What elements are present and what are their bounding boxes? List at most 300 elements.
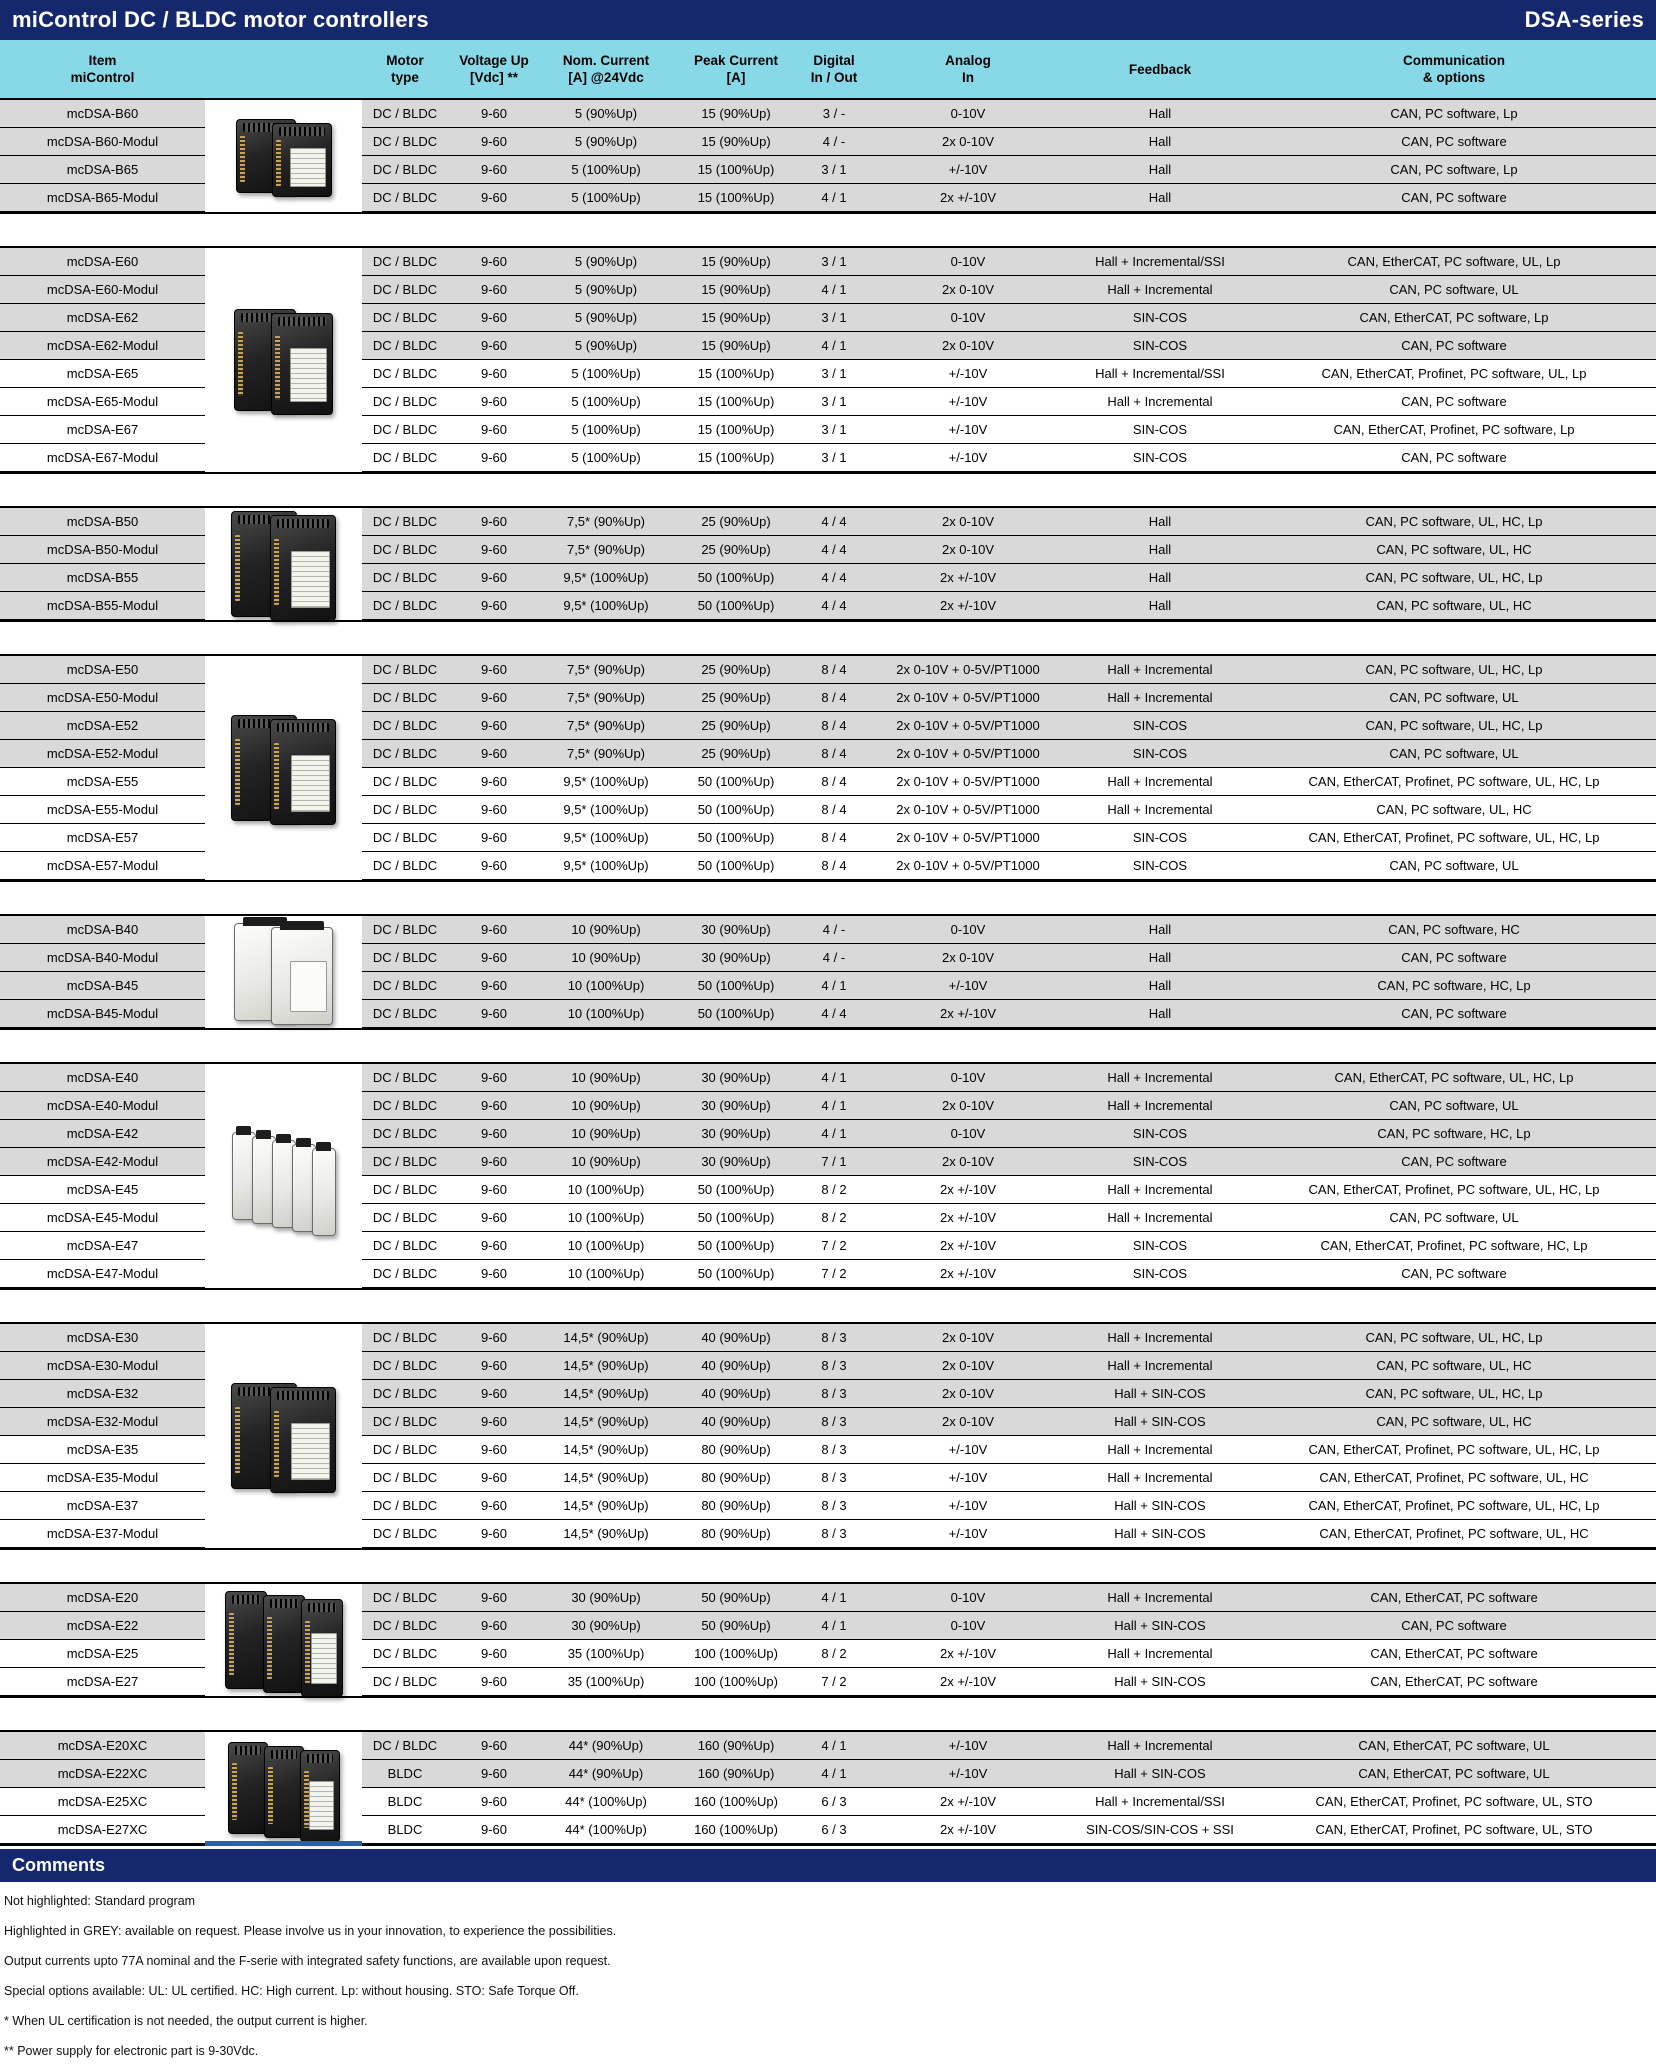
cell-communication: CAN, EtherCAT, PC software, UL, Lp [1252,248,1656,276]
cell-motor-type: DC / BLDC [362,1000,448,1028]
cell-digital-io: 6 / 3 [800,1788,868,1816]
cell-digital-io: 3 / 1 [800,388,868,416]
cell-image [205,304,362,332]
cell-voltage: 9-60 [448,1732,540,1760]
table-row [0,156,1656,184]
cell-analog-in: +/-10V [868,156,1068,184]
cell-image [205,508,362,536]
table-row [0,712,1656,740]
table-row [0,416,1656,444]
cell-motor-type: DC / BLDC [362,416,448,444]
cell-analog-in: 2x +/-10V [868,1788,1068,1816]
cell-digital-io: 8 / 2 [800,1176,868,1204]
cell-item: mcDSA-E65-Modul [0,388,205,416]
cell-analog-in: 2x 0-10V + 0-5V/PT1000 [868,712,1068,740]
cell-image [205,824,362,852]
table-row [0,740,1656,768]
cell-feedback: Hall + Incremental [1068,1352,1252,1380]
cell-motor-type: DC / BLDC [362,684,448,712]
cell-image [205,100,362,128]
cell-peak-current: 15 (100%Up) [672,388,800,416]
cell-nom-current: 7,5* (90%Up) [540,684,672,712]
cell-analog-in: 0-10V [868,1064,1068,1092]
cell-image [205,1464,362,1492]
cell-communication: CAN, EtherCAT, Profinet, PC software, UL, HC [1252,1464,1656,1492]
cell-item: mcDSA-B55-Modul [0,592,205,620]
cell-communication: CAN, EtherCAT, Profinet, PC software, UL, STO [1252,1816,1656,1844]
cell-image [205,684,362,712]
cell-nom-current: 44* (90%Up) [540,1760,672,1788]
cell-motor-type: DC / BLDC [362,852,448,880]
cell-image [205,852,362,880]
cell-nom-current: 5 (90%Up) [540,128,672,156]
cell-analog-in: 2x 0-10V + 0-5V/PT1000 [868,740,1068,768]
cell-feedback: Hall [1068,536,1252,564]
cell-motor-type: DC / BLDC [362,508,448,536]
table-row [0,1816,1656,1844]
cell-digital-io: 4 / 1 [800,972,868,1000]
cell-peak-current: 50 (100%Up) [672,1204,800,1232]
table-row [0,1204,1656,1232]
cell-item: mcDSA-E35-Modul [0,1464,205,1492]
cell-digital-io: 8 / 3 [800,1464,868,1492]
cell-item: mcDSA-E55-Modul [0,796,205,824]
cell-image [205,1520,362,1548]
cell-peak-current: 30 (90%Up) [672,916,800,944]
table-row [0,1640,1656,1668]
cell-peak-current: 25 (90%Up) [672,712,800,740]
cell-analog-in: 0-10V [868,1120,1068,1148]
table-row [0,1120,1656,1148]
cell-motor-type: DC / BLDC [362,156,448,184]
cell-digital-io: 4 / 1 [800,1760,868,1788]
cell-analog-in: 2x 0-10V [868,944,1068,972]
cell-analog-in: 2x +/-10V [868,1640,1068,1668]
cell-feedback: Hall + Incremental [1068,796,1252,824]
table-row [0,304,1656,332]
cell-digital-io: 4 / 4 [800,564,868,592]
cell-image [205,276,362,304]
column-header-voltage-up: Voltage Up [Vdc] ** [459,53,529,85]
cell-feedback: Hall + Incremental [1068,276,1252,304]
cell-feedback: Hall + Incremental [1068,768,1252,796]
cell-analog-in: 2x 0-10V + 0-5V/PT1000 [868,796,1068,824]
cell-communication: CAN, PC software, UL [1252,740,1656,768]
cell-motor-type: DC / BLDC [362,304,448,332]
cell-motor-type: DC / BLDC [362,332,448,360]
cell-nom-current: 10 (90%Up) [540,1148,672,1176]
comments-section [0,1886,1656,2066]
cell-feedback: Hall + Incremental [1068,1324,1252,1352]
cell-analog-in: 2x 0-10V [868,508,1068,536]
cell-item: mcDSA-E25XC [0,1788,205,1816]
cell-item: mcDSA-B65 [0,156,205,184]
cell-communication: CAN, EtherCAT, Profinet, PC software, UL, HC, Lp [1252,1436,1656,1464]
cell-feedback: Hall + SIN-COS [1068,1760,1252,1788]
cell-communication: CAN, EtherCAT, Profinet, PC software, Lp [1252,416,1656,444]
cell-item: mcDSA-E20XC [0,1732,205,1760]
cell-digital-io: 7 / 2 [800,1232,868,1260]
cell-nom-current: 5 (90%Up) [540,100,672,128]
cell-item: mcDSA-E52-Modul [0,740,205,768]
cell-image [205,536,362,564]
product-group [0,654,1656,882]
cell-voltage: 9-60 [448,184,540,212]
table-row [0,100,1656,128]
cell-item: mcDSA-E52 [0,712,205,740]
table-row [0,1352,1656,1380]
cell-nom-current: 5 (100%Up) [540,156,672,184]
cell-analog-in: 2x 0-10V + 0-5V/PT1000 [868,768,1068,796]
cell-peak-current: 80 (90%Up) [672,1436,800,1464]
product-group [0,1062,1656,1290]
cell-voltage: 9-60 [448,100,540,128]
cell-voltage: 9-60 [448,1324,540,1352]
cell-voltage: 9-60 [448,852,540,880]
cell-peak-current: 30 (90%Up) [672,1092,800,1120]
cell-item: mcDSA-E30 [0,1324,205,1352]
cell-peak-current: 50 (100%Up) [672,768,800,796]
cell-feedback: SIN-COS/SIN-COS + SSI [1068,1816,1252,1844]
cell-digital-io: 4 / 1 [800,1732,868,1760]
cell-image [205,712,362,740]
cell-voltage: 9-60 [448,684,540,712]
cell-image [205,184,362,212]
cell-image [205,1000,362,1028]
product-group [0,246,1656,474]
cell-voltage: 9-60 [448,1816,540,1844]
cell-voltage: 9-60 [448,1436,540,1464]
cell-motor-type: DC / BLDC [362,248,448,276]
table-row [0,1668,1656,1696]
table-row [0,388,1656,416]
cell-feedback: Hall + SIN-COS [1068,1612,1252,1640]
cell-nom-current: 14,5* (90%Up) [540,1492,672,1520]
cell-analog-in: 2x 0-10V + 0-5V/PT1000 [868,824,1068,852]
cell-voltage: 9-60 [448,1464,540,1492]
cell-feedback: Hall + SIN-COS [1068,1668,1252,1696]
cell-digital-io: 8 / 4 [800,796,868,824]
cell-feedback: Hall [1068,916,1252,944]
cell-peak-current: 50 (100%Up) [672,972,800,1000]
cell-communication: CAN, EtherCAT, Profinet, PC software, UL, HC, Lp [1252,824,1656,852]
cell-peak-current: 80 (90%Up) [672,1492,800,1520]
cell-digital-io: 4 / - [800,128,868,156]
cell-communication: CAN, PC software, UL [1252,276,1656,304]
cell-item: mcDSA-E67 [0,416,205,444]
cell-motor-type: DC / BLDC [362,1176,448,1204]
cell-nom-current: 9,5* (100%Up) [540,824,672,852]
cell-voltage: 9-60 [448,592,540,620]
cell-feedback: SIN-COS [1068,852,1252,880]
table-row [0,1260,1656,1288]
cell-motor-type: DC / BLDC [362,1324,448,1352]
cell-analog-in: 2x +/-10V [868,1204,1068,1232]
cell-digital-io: 4 / 1 [800,1092,868,1120]
cell-motor-type: DC / BLDC [362,1492,448,1520]
product-group [0,98,1656,214]
cell-communication: CAN, EtherCAT, Profinet, PC software, UL, STO [1252,1788,1656,1816]
cell-image [205,1324,362,1352]
table-row [0,1584,1656,1612]
cell-item: mcDSA-B55 [0,564,205,592]
cell-item: mcDSA-E60-Modul [0,276,205,304]
column-header-digital: Digital In / Out [810,53,858,85]
cell-nom-current: 10 (100%Up) [540,1176,672,1204]
cell-nom-current: 10 (90%Up) [540,944,672,972]
cell-communication: CAN, PC software, UL, HC [1252,1352,1656,1380]
cell-image [205,1612,362,1640]
cell-feedback: Hall + Incremental [1068,1436,1252,1464]
cell-voltage: 9-60 [448,536,540,564]
cell-feedback: Hall + Incremental [1068,1464,1252,1492]
table-row [0,1408,1656,1436]
cell-voltage: 9-60 [448,156,540,184]
cell-digital-io: 3 / 1 [800,416,868,444]
cell-image [205,564,362,592]
cell-communication: CAN, EtherCAT, PC software, Lp [1252,304,1656,332]
cell-digital-io: 8 / 3 [800,1520,868,1548]
cell-item: mcDSA-E37 [0,1492,205,1520]
cell-motor-type: DC / BLDC [362,1120,448,1148]
cell-item: mcDSA-B45-Modul [0,1000,205,1028]
cell-item: mcDSA-E27 [0,1668,205,1696]
cell-analog-in: 2x +/-10V [868,184,1068,212]
table-row [0,972,1656,1000]
cell-feedback: Hall + Incremental [1068,1176,1252,1204]
comment-line: ** Power supply for electronic part is 9-30Vdc. [4,2044,259,2058]
table-row [0,1000,1656,1028]
cell-nom-current: 10 (90%Up) [540,1120,672,1148]
cell-feedback: Hall [1068,592,1252,620]
cell-voltage: 9-60 [448,276,540,304]
cell-communication: CAN, EtherCAT, PC software, UL, HC, Lp [1252,1064,1656,1092]
cell-peak-current: 15 (90%Up) [672,332,800,360]
cell-nom-current: 10 (100%Up) [540,1260,672,1288]
cell-digital-io: 4 / 4 [800,1000,868,1028]
cell-peak-current: 40 (90%Up) [672,1324,800,1352]
cell-peak-current: 25 (90%Up) [672,740,800,768]
table-row [0,1324,1656,1352]
cell-digital-io: 8 / 3 [800,1436,868,1464]
cell-communication: CAN, EtherCAT, Profinet, PC software, HC, Lp [1252,1232,1656,1260]
cell-digital-io: 4 / 1 [800,1612,868,1640]
cell-nom-current: 10 (90%Up) [540,1064,672,1092]
cell-communication: CAN, PC software, UL, HC [1252,536,1656,564]
cell-item: mcDSA-E32 [0,1380,205,1408]
column-header-motor: Motor type [386,53,424,85]
comment-line: Not highlighted: Standard program [4,1894,196,1908]
cell-peak-current: 100 (100%Up) [672,1640,800,1668]
cell-nom-current: 44* (90%Up) [540,1732,672,1760]
cell-communication: CAN, PC software, UL, HC, Lp [1252,564,1656,592]
cell-communication: CAN, EtherCAT, PC software [1252,1668,1656,1696]
table-row [0,248,1656,276]
cell-motor-type: DC / BLDC [362,768,448,796]
cell-digital-io: 8 / 3 [800,1408,868,1436]
cell-image [205,248,362,276]
cell-communication: CAN, PC software, UL, HC, Lp [1252,712,1656,740]
cell-communication: CAN, EtherCAT, Profinet, PC software, UL, HC, Lp [1252,1492,1656,1520]
cell-nom-current: 5 (90%Up) [540,248,672,276]
cell-feedback: Hall [1068,184,1252,212]
cell-item: mcDSA-E57 [0,824,205,852]
table-row [0,1492,1656,1520]
cell-motor-type: BLDC [362,1816,448,1844]
cell-communication: CAN, PC software, UL, HC, Lp [1252,1380,1656,1408]
table-row [0,1232,1656,1260]
cell-communication: CAN, PC software, UL [1252,684,1656,712]
cell-peak-current: 50 (90%Up) [672,1584,800,1612]
cell-item: mcDSA-B60-Modul [0,128,205,156]
cell-image [205,444,362,472]
cell-motor-type: DC / BLDC [362,1436,448,1464]
cell-nom-current: 14,5* (90%Up) [540,1380,672,1408]
cell-analog-in: 0-10V [868,1612,1068,1640]
cell-item: mcDSA-E32-Modul [0,1408,205,1436]
table-row [0,1612,1656,1640]
cell-motor-type: BLDC [362,1760,448,1788]
cell-voltage: 9-60 [448,740,540,768]
comment-line: Highlighted in GREY: available on request. Please involve us in your innovation, to experience the possibilities. [4,1924,617,1938]
cell-motor-type: DC / BLDC [362,1520,448,1548]
cell-nom-current: 7,5* (90%Up) [540,656,672,684]
table-row [0,564,1656,592]
cell-feedback: SIN-COS [1068,444,1252,472]
cell-analog-in: 2x 0-10V + 0-5V/PT1000 [868,684,1068,712]
cell-communication: CAN, PC software, UL, HC, Lp [1252,1324,1656,1352]
cell-nom-current: 5 (90%Up) [540,304,672,332]
cell-analog-in: 2x 0-10V [868,128,1068,156]
cell-motor-type: DC / BLDC [362,184,448,212]
cell-peak-current: 25 (90%Up) [672,508,800,536]
cell-motor-type: DC / BLDC [362,100,448,128]
cell-item: mcDSA-E22 [0,1612,205,1640]
cell-image [205,1732,362,1760]
cell-item: mcDSA-E50-Modul [0,684,205,712]
cell-analog-in: 2x 0-10V [868,276,1068,304]
cell-digital-io: 4 / 4 [800,592,868,620]
cell-peak-current: 80 (90%Up) [672,1464,800,1492]
product-table [0,98,1656,1846]
column-header-item: Item miControl [70,53,135,85]
cell-communication: CAN, PC software [1252,1000,1656,1028]
cell-motor-type: DC / BLDC [362,564,448,592]
cell-communication: CAN, PC software, HC [1252,916,1656,944]
table-row [0,360,1656,388]
cell-digital-io: 3 / - [800,100,868,128]
cell-feedback: SIN-COS [1068,824,1252,852]
cell-feedback: Hall + Incremental [1068,656,1252,684]
cell-item: mcDSA-E30-Modul [0,1352,205,1380]
cell-motor-type: DC / BLDC [362,1584,448,1612]
cell-motor-type: DC / BLDC [362,824,448,852]
cell-motor-type: DC / BLDC [362,276,448,304]
cell-nom-current: 7,5* (90%Up) [540,508,672,536]
cell-voltage: 9-60 [448,1612,540,1640]
cell-feedback: SIN-COS [1068,1148,1252,1176]
cell-nom-current: 9,5* (100%Up) [540,768,672,796]
cell-digital-io: 3 / 1 [800,156,868,184]
cell-analog-in: 2x 0-10V + 0-5V/PT1000 [868,656,1068,684]
cell-peak-current: 160 (100%Up) [672,1788,800,1816]
cell-analog-in: 2x 0-10V [868,1148,1068,1176]
cell-communication: CAN, PC software, UL [1252,1092,1656,1120]
cell-nom-current: 14,5* (90%Up) [540,1324,672,1352]
cell-peak-current: 160 (100%Up) [672,1816,800,1844]
cell-voltage: 9-60 [448,508,540,536]
cell-nom-current: 10 (90%Up) [540,1092,672,1120]
cell-voltage: 9-60 [448,1520,540,1548]
cell-communication: CAN, PC software [1252,332,1656,360]
cell-communication: CAN, PC software, Lp [1252,100,1656,128]
cell-nom-current: 5 (100%Up) [540,388,672,416]
cell-analog-in: 0-10V [868,304,1068,332]
cell-nom-current: 10 (100%Up) [540,1204,672,1232]
cell-image [205,388,362,416]
cell-nom-current: 7,5* (90%Up) [540,536,672,564]
cell-peak-current: 15 (100%Up) [672,444,800,472]
cell-peak-current: 50 (100%Up) [672,592,800,620]
cell-communication: CAN, PC software, UL [1252,1204,1656,1232]
cell-image [205,1816,362,1844]
cell-item: mcDSA-B40-Modul [0,944,205,972]
cell-digital-io: 8 / 3 [800,1352,868,1380]
cell-voltage: 9-60 [448,972,540,1000]
table-row [0,332,1656,360]
table-row [0,1436,1656,1464]
cell-feedback: Hall [1068,100,1252,128]
cell-feedback: Hall + Incremental/SSI [1068,1788,1252,1816]
cell-peak-current: 15 (90%Up) [672,276,800,304]
cell-voltage: 9-60 [448,564,540,592]
table-row [0,1788,1656,1816]
column-header-row [0,40,1656,98]
cell-communication: CAN, EtherCAT, Profinet, PC software, UL, HC, Lp [1252,1176,1656,1204]
cell-digital-io: 8 / 4 [800,768,868,796]
cell-image [205,1668,362,1696]
cell-nom-current: 44* (100%Up) [540,1816,672,1844]
table-row [0,1464,1656,1492]
table-row [0,824,1656,852]
comments-title: Comments [12,1855,106,1875]
cell-item: mcDSA-E42-Modul [0,1148,205,1176]
cell-analog-in: +/-10V [868,1760,1068,1788]
series-label: DSA-series [1524,7,1644,32]
table-row [0,128,1656,156]
cell-voltage: 9-60 [448,1380,540,1408]
cell-feedback: Hall [1068,972,1252,1000]
cell-peak-current: 30 (90%Up) [672,1064,800,1092]
cell-motor-type: DC / BLDC [362,444,448,472]
table-row [0,444,1656,472]
cell-motor-type: DC / BLDC [362,944,448,972]
cell-image [205,1408,362,1436]
cell-voltage: 9-60 [448,1492,540,1520]
cell-voltage: 9-60 [448,1000,540,1028]
cell-communication: CAN, EtherCAT, PC software [1252,1584,1656,1612]
cell-feedback: Hall + Incremental [1068,684,1252,712]
cell-image [205,796,362,824]
cell-analog-in: 2x 0-10V [868,1408,1068,1436]
cell-communication: CAN, PC software, UL, HC [1252,796,1656,824]
column-header-nom-current: Nom. Current [A] @24Vdc [562,53,650,85]
cell-nom-current: 5 (90%Up) [540,276,672,304]
table-row [0,1176,1656,1204]
cell-image [205,1064,362,1092]
cell-feedback: SIN-COS [1068,740,1252,768]
cell-nom-current: 9,5* (100%Up) [540,852,672,880]
